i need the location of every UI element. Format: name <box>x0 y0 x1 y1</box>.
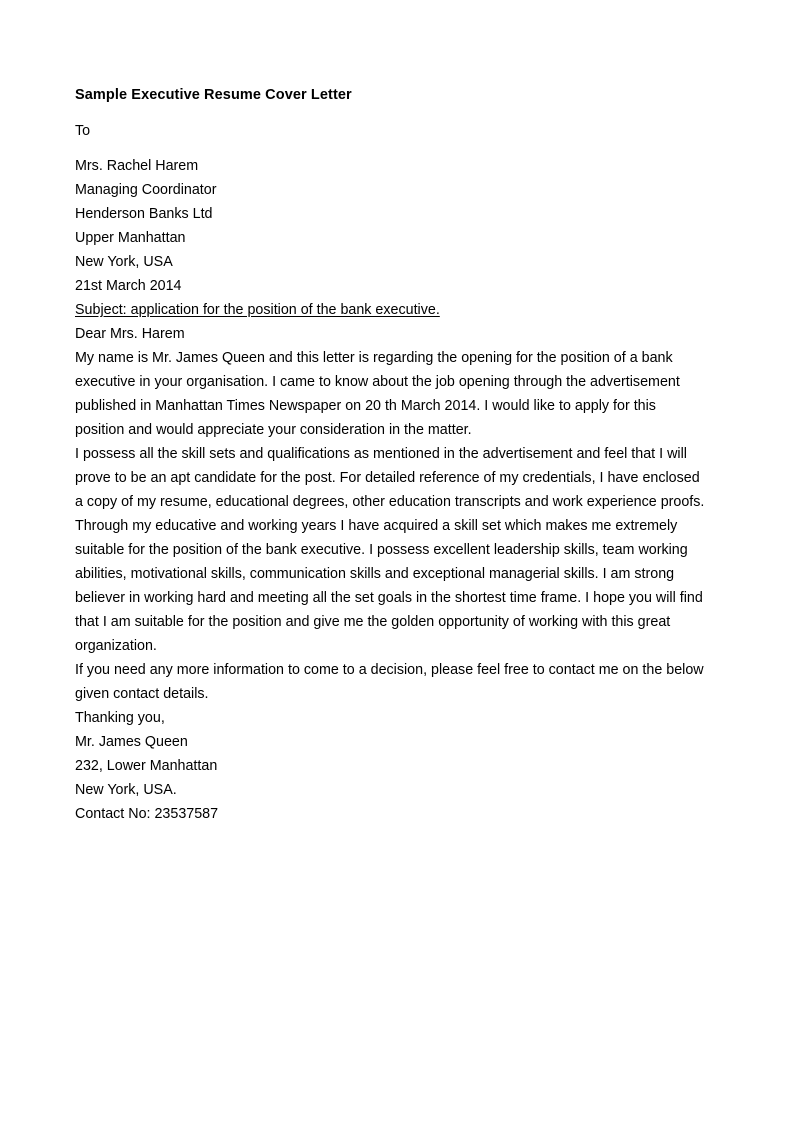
sender-contact-number: Contact No: 23537587 <box>75 806 219 822</box>
cover-letter-body <box>75 85 707 826</box>
closing-line: Thanking you, <box>75 710 165 726</box>
recipient-name: Mrs. Rachel Harem <box>75 158 199 174</box>
recipient-city-country: New York, USA <box>75 254 173 270</box>
recipient-company: Henderson Banks Ltd <box>75 206 213 222</box>
sender-name: Mr. James Queen <box>75 734 188 750</box>
page-title: Sample Executive Resume Cover Letter <box>75 87 352 103</box>
recipient-address-line: Upper Manhattan <box>75 230 186 246</box>
sender-address-line: 232, Lower Manhattan <box>75 758 218 774</box>
letter-date: 21st March 2014 <box>75 278 182 294</box>
to-label: To <box>75 123 91 139</box>
body-paragraph-4: If you need any more information to come to a decision, please feel free to contact me on the below given contact details. <box>75 662 704 702</box>
sender-city-country: New York, USA. <box>75 782 177 798</box>
body-paragraph-3: Through my educative and working years I have acquired a skill set which makes me extremely suitable for the position of the bank executive. I possess excellent leadership skills, team working abilities, motivational skills, communication skills and exceptional managerial skills. I am strong believer in working hard and meeting all the set goals in the shortest time frame. I hope you will find that I am suitable for the position and give me the golden opportunity of working with this great organization. <box>75 518 703 654</box>
recipient-job-title: Managing Coordinator <box>75 182 217 198</box>
subject-line: Subject: application for the position of the bank executive. <box>75 302 440 318</box>
recipient-address-block <box>75 154 707 274</box>
body-paragraph-2: I possess all the skill sets and qualifications as mentioned in the advertisement and feel that I will prove to be an apt candidate for the post. For detailed reference of my credentials, I have enclosed a copy of my resume, educational degrees, other education transcripts and work experience proofs. <box>75 446 705 510</box>
body-paragraph-1: My name is Mr. James Queen and this letter is regarding the opening for the position of a bank executive in your organisation. I came to know about the job opening through the advertisement published in Manhattan Times Newspaper on 20 th March 2014. I would like to apply for this position and would appreciate your consideration in the matter. <box>75 350 680 438</box>
salutation: Dear Mrs. Harem <box>75 326 185 342</box>
sender-signature-block <box>75 730 707 826</box>
